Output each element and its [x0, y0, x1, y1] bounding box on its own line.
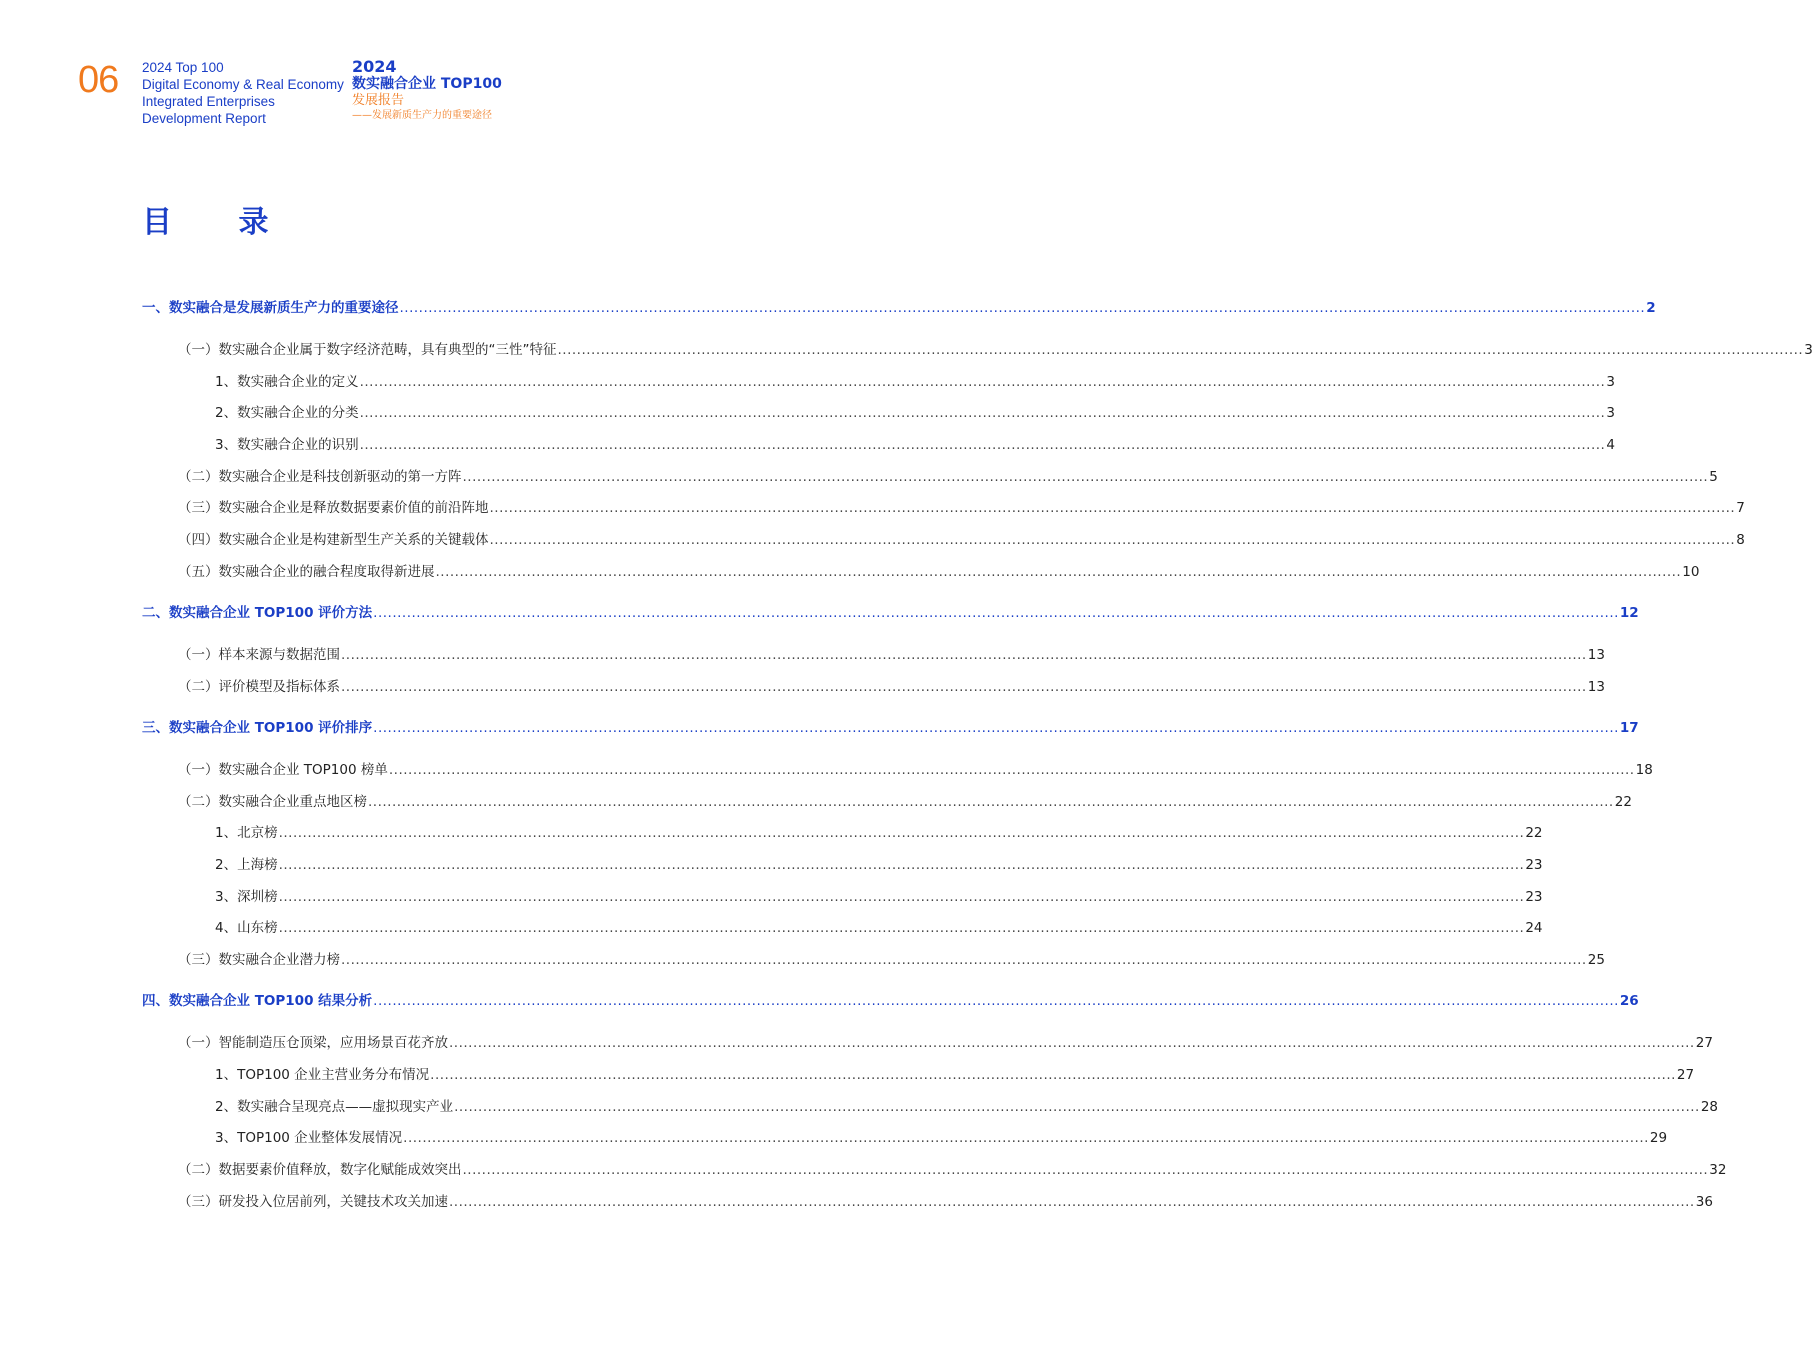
toc-entry-title: 2、上海榜	[215, 857, 278, 873]
toc-entry[interactable]	[178, 645, 1605, 665]
toc-entry[interactable]	[178, 498, 1745, 518]
toc-entry-title: （四）数实融合企业是构建新型生产关系的关键载体	[178, 532, 489, 548]
toc-entry[interactable]	[178, 792, 1632, 812]
toc-entry-page: 27	[1676, 1067, 1695, 1083]
toc-entry-page: 22	[1525, 825, 1543, 841]
toc-entry[interactable]	[142, 603, 1639, 623]
toc-dot-leader: ....................................................................................................................................................................................................................................................................	[278, 920, 1525, 936]
toc-dot-leader: ....................................................................................................................................................................................................................................................................	[278, 825, 1525, 841]
report-title: 数实融合企业 TOP100	[352, 76, 502, 92]
toc-entry[interactable]	[178, 530, 1745, 550]
toc-entry[interactable]	[215, 1128, 1668, 1148]
toc-entry[interactable]	[215, 823, 1543, 843]
toc-entry[interactable]	[215, 372, 1615, 392]
toc-entry-page: 32	[1709, 1162, 1727, 1178]
toc-entry-page: 8	[1736, 532, 1745, 548]
toc-entry-title: （一）数实融合企业 TOP100 榜单	[178, 762, 388, 778]
toc-entry-page: 23	[1525, 857, 1543, 873]
toc-entry-title: （一）智能制造压仓顶梁，应用场景百花齐放	[178, 1035, 448, 1051]
toc-entry-title: （一）样本来源与数据范围	[178, 647, 340, 663]
toc-entry-title: （三）数实融合企业潜力榜	[178, 952, 340, 968]
toc-entry-title: （三）研发投入位居前列，关键技术攻关加速	[178, 1194, 448, 1210]
toc-heading: 目 录	[142, 205, 297, 240]
toc-entry-page: 23	[1525, 889, 1543, 905]
page-header	[0, 0, 992, 140]
toc-dot-leader: ....................................................................................................................................................................................................................................................................	[454, 1099, 1700, 1115]
toc-entry-title: 二、数实融合企业 TOP100 评价方法	[142, 605, 373, 621]
toc-dot-leader: ....................................................................................................................................................................................................................................................................	[489, 500, 1736, 516]
toc-entry[interactable]	[178, 467, 1718, 487]
toc-dot-leader: ....................................................................................................................................................................................................................................................................	[435, 564, 1682, 580]
toc-entry[interactable]	[215, 1065, 1695, 1085]
toc-dot-leader: ....................................................................................................................................................................................................................................................................	[462, 1162, 1709, 1178]
toc-entry-page: 17	[1619, 720, 1639, 736]
english-report-title	[142, 59, 344, 127]
toc-dot-leader: ....................................................................................................................................................................................................................................................................	[278, 857, 1525, 873]
toc-entry[interactable]	[178, 677, 1605, 697]
chinese-report-title	[352, 58, 502, 123]
toc-entry-page: 3	[1804, 342, 1813, 358]
toc-dot-leader: ....................................................................................................................................................................................................................................................................	[341, 679, 1587, 695]
english-title-line: Development Report	[142, 111, 266, 126]
toc-entry-page: 29	[1649, 1130, 1668, 1146]
toc-dot-leader: ....................................................................................................................................................................................................................................................................	[489, 532, 1736, 548]
toc-dot-leader: ....................................................................................................................................................................................................................................................................	[462, 469, 1709, 485]
toc-entry-page: 24	[1525, 920, 1543, 936]
toc-entry-page: 3	[1606, 405, 1615, 421]
english-title-line: Integrated Enterprises	[142, 94, 275, 109]
toc-entry[interactable]	[215, 435, 1615, 455]
toc-entry-title: 一、数实融合是发展新质生产力的重要途径	[142, 300, 399, 316]
english-title-line: 2024 Top 100	[142, 60, 224, 75]
toc-dot-leader: ....................................................................................................................................................................................................................................................................	[403, 1130, 1649, 1146]
toc-entry-page: 27	[1695, 1035, 1713, 1051]
toc-entry[interactable]	[215, 918, 1543, 938]
toc-entry-page: 5	[1709, 469, 1718, 485]
toc-entry-title: 三、数实融合企业 TOP100 评价排序	[142, 720, 373, 736]
toc-entry-title: 3、深圳榜	[215, 889, 278, 905]
toc-entry-page: 18	[1635, 762, 1653, 778]
toc-entry-title: 2、数实融合企业的分类	[215, 405, 359, 421]
report-tagline: ——发展新质生产力的重要途径	[352, 110, 492, 121]
toc-entry-title: （五）数实融合企业的融合程度取得新进展	[178, 564, 435, 580]
report-subtitle: 发展报告	[352, 93, 405, 108]
toc-entry-title: （二）数实融合企业重点地区榜	[178, 794, 367, 810]
toc-entry[interactable]	[178, 1160, 1727, 1180]
toc-entry-page: 10	[1682, 564, 1700, 580]
toc-entry[interactable]	[178, 760, 1653, 780]
toc-entry[interactable]	[215, 403, 1615, 423]
toc-entry[interactable]	[142, 718, 1639, 738]
toc-entry-page: 13	[1587, 647, 1605, 663]
toc-entry-title: （二）数据要素价值释放，数字化赋能成效突出	[178, 1162, 462, 1178]
toc-dot-leader: ....................................................................................................................................................................................................................................................................	[341, 647, 1587, 663]
toc-entry-title: 4、山东榜	[215, 920, 278, 936]
toc-entry[interactable]	[178, 1192, 1713, 1212]
toc-entry-title: 2、数实融合呈现亮点——虚拟现实产业	[215, 1099, 454, 1115]
toc-entry-page: 25	[1587, 952, 1605, 968]
toc-entry-page: 13	[1587, 679, 1605, 695]
toc-dot-leader: ....................................................................................................................................................................................................................................................................	[399, 300, 1646, 316]
toc-entry-title: 1、数实融合企业的定义	[215, 374, 359, 390]
english-title-line: Digital Economy & Real Economy	[142, 77, 344, 92]
toc-dot-leader: ....................................................................................................................................................................................................................................................................	[359, 374, 1606, 390]
toc-entry-title: 1、TOP100 企业主营业务分布情况	[215, 1067, 430, 1083]
toc-dot-leader: ....................................................................................................................................................................................................................................................................	[430, 1067, 1676, 1083]
toc-entry-page: 36	[1695, 1194, 1713, 1210]
toc-dot-leader: ....................................................................................................................................................................................................................................................................	[373, 720, 1619, 736]
toc-entry-page: 2	[1646, 300, 1656, 316]
toc-dot-leader: ....................................................................................................................................................................................................................................................................	[373, 993, 1619, 1009]
toc-entry-title: （一）数实融合企业属于数字经济范畴，具有典型的“三性”特征	[178, 342, 557, 358]
report-year: 2024	[352, 57, 397, 76]
toc-entry-title: 3、数实融合企业的识别	[215, 437, 359, 453]
page-number: 06	[78, 59, 119, 101]
toc-dot-leader: ....................................................................................................................................................................................................................................................................	[359, 405, 1606, 421]
toc-dot-leader: ....................................................................................................................................................................................................................................................................	[449, 1194, 1695, 1210]
toc-entry[interactable]	[142, 298, 1656, 318]
toc-entry-page: 4	[1606, 437, 1615, 453]
toc-entry-page: 26	[1619, 993, 1639, 1009]
toc-entry[interactable]	[178, 1033, 1713, 1053]
toc-entry-title: （二）评价模型及指标体系	[178, 679, 340, 695]
toc-entry[interactable]	[215, 855, 1543, 875]
toc-entry-page: 22	[1614, 794, 1632, 810]
toc-entry-page: 12	[1619, 605, 1639, 621]
toc-entry[interactable]	[215, 887, 1543, 907]
toc-entry[interactable]	[142, 991, 1639, 1011]
toc-dot-leader: ....................................................................................................................................................................................................................................................................	[373, 605, 1619, 621]
toc-entry-page: 7	[1736, 500, 1745, 516]
toc-dot-leader: ....................................................................................................................................................................................................................................................................	[388, 762, 1635, 778]
toc-entry-title: 1、北京榜	[215, 825, 278, 841]
toc-entry-title: 3、TOP100 企业整体发展情况	[215, 1130, 403, 1146]
toc-entry[interactable]	[178, 950, 1605, 970]
toc-entry-title: 四、数实融合企业 TOP100 结果分析	[142, 993, 373, 1009]
toc-entry-title: （二）数实融合企业是科技创新驱动的第一方阵	[178, 469, 462, 485]
toc-entry[interactable]	[178, 562, 1700, 582]
toc-entry-page: 28	[1700, 1099, 1719, 1115]
toc-dot-leader: ....................................................................................................................................................................................................................................................................	[368, 794, 1614, 810]
toc-entry[interactable]	[215, 1097, 1719, 1117]
toc-dot-leader: ....................................................................................................................................................................................................................................................................	[359, 437, 1606, 453]
toc-dot-leader: ....................................................................................................................................................................................................................................................................	[278, 889, 1525, 905]
toc-dot-leader: ....................................................................................................................................................................................................................................................................	[557, 342, 1804, 358]
toc-dot-leader: ....................................................................................................................................................................................................................................................................	[449, 1035, 1695, 1051]
toc-dot-leader: ....................................................................................................................................................................................................................................................................	[341, 952, 1587, 968]
toc-entry[interactable]	[178, 340, 1813, 360]
toc-entry-title: （三）数实融合企业是释放数据要素价值的前沿阵地	[178, 500, 489, 516]
toc-entry-page: 3	[1606, 374, 1615, 390]
